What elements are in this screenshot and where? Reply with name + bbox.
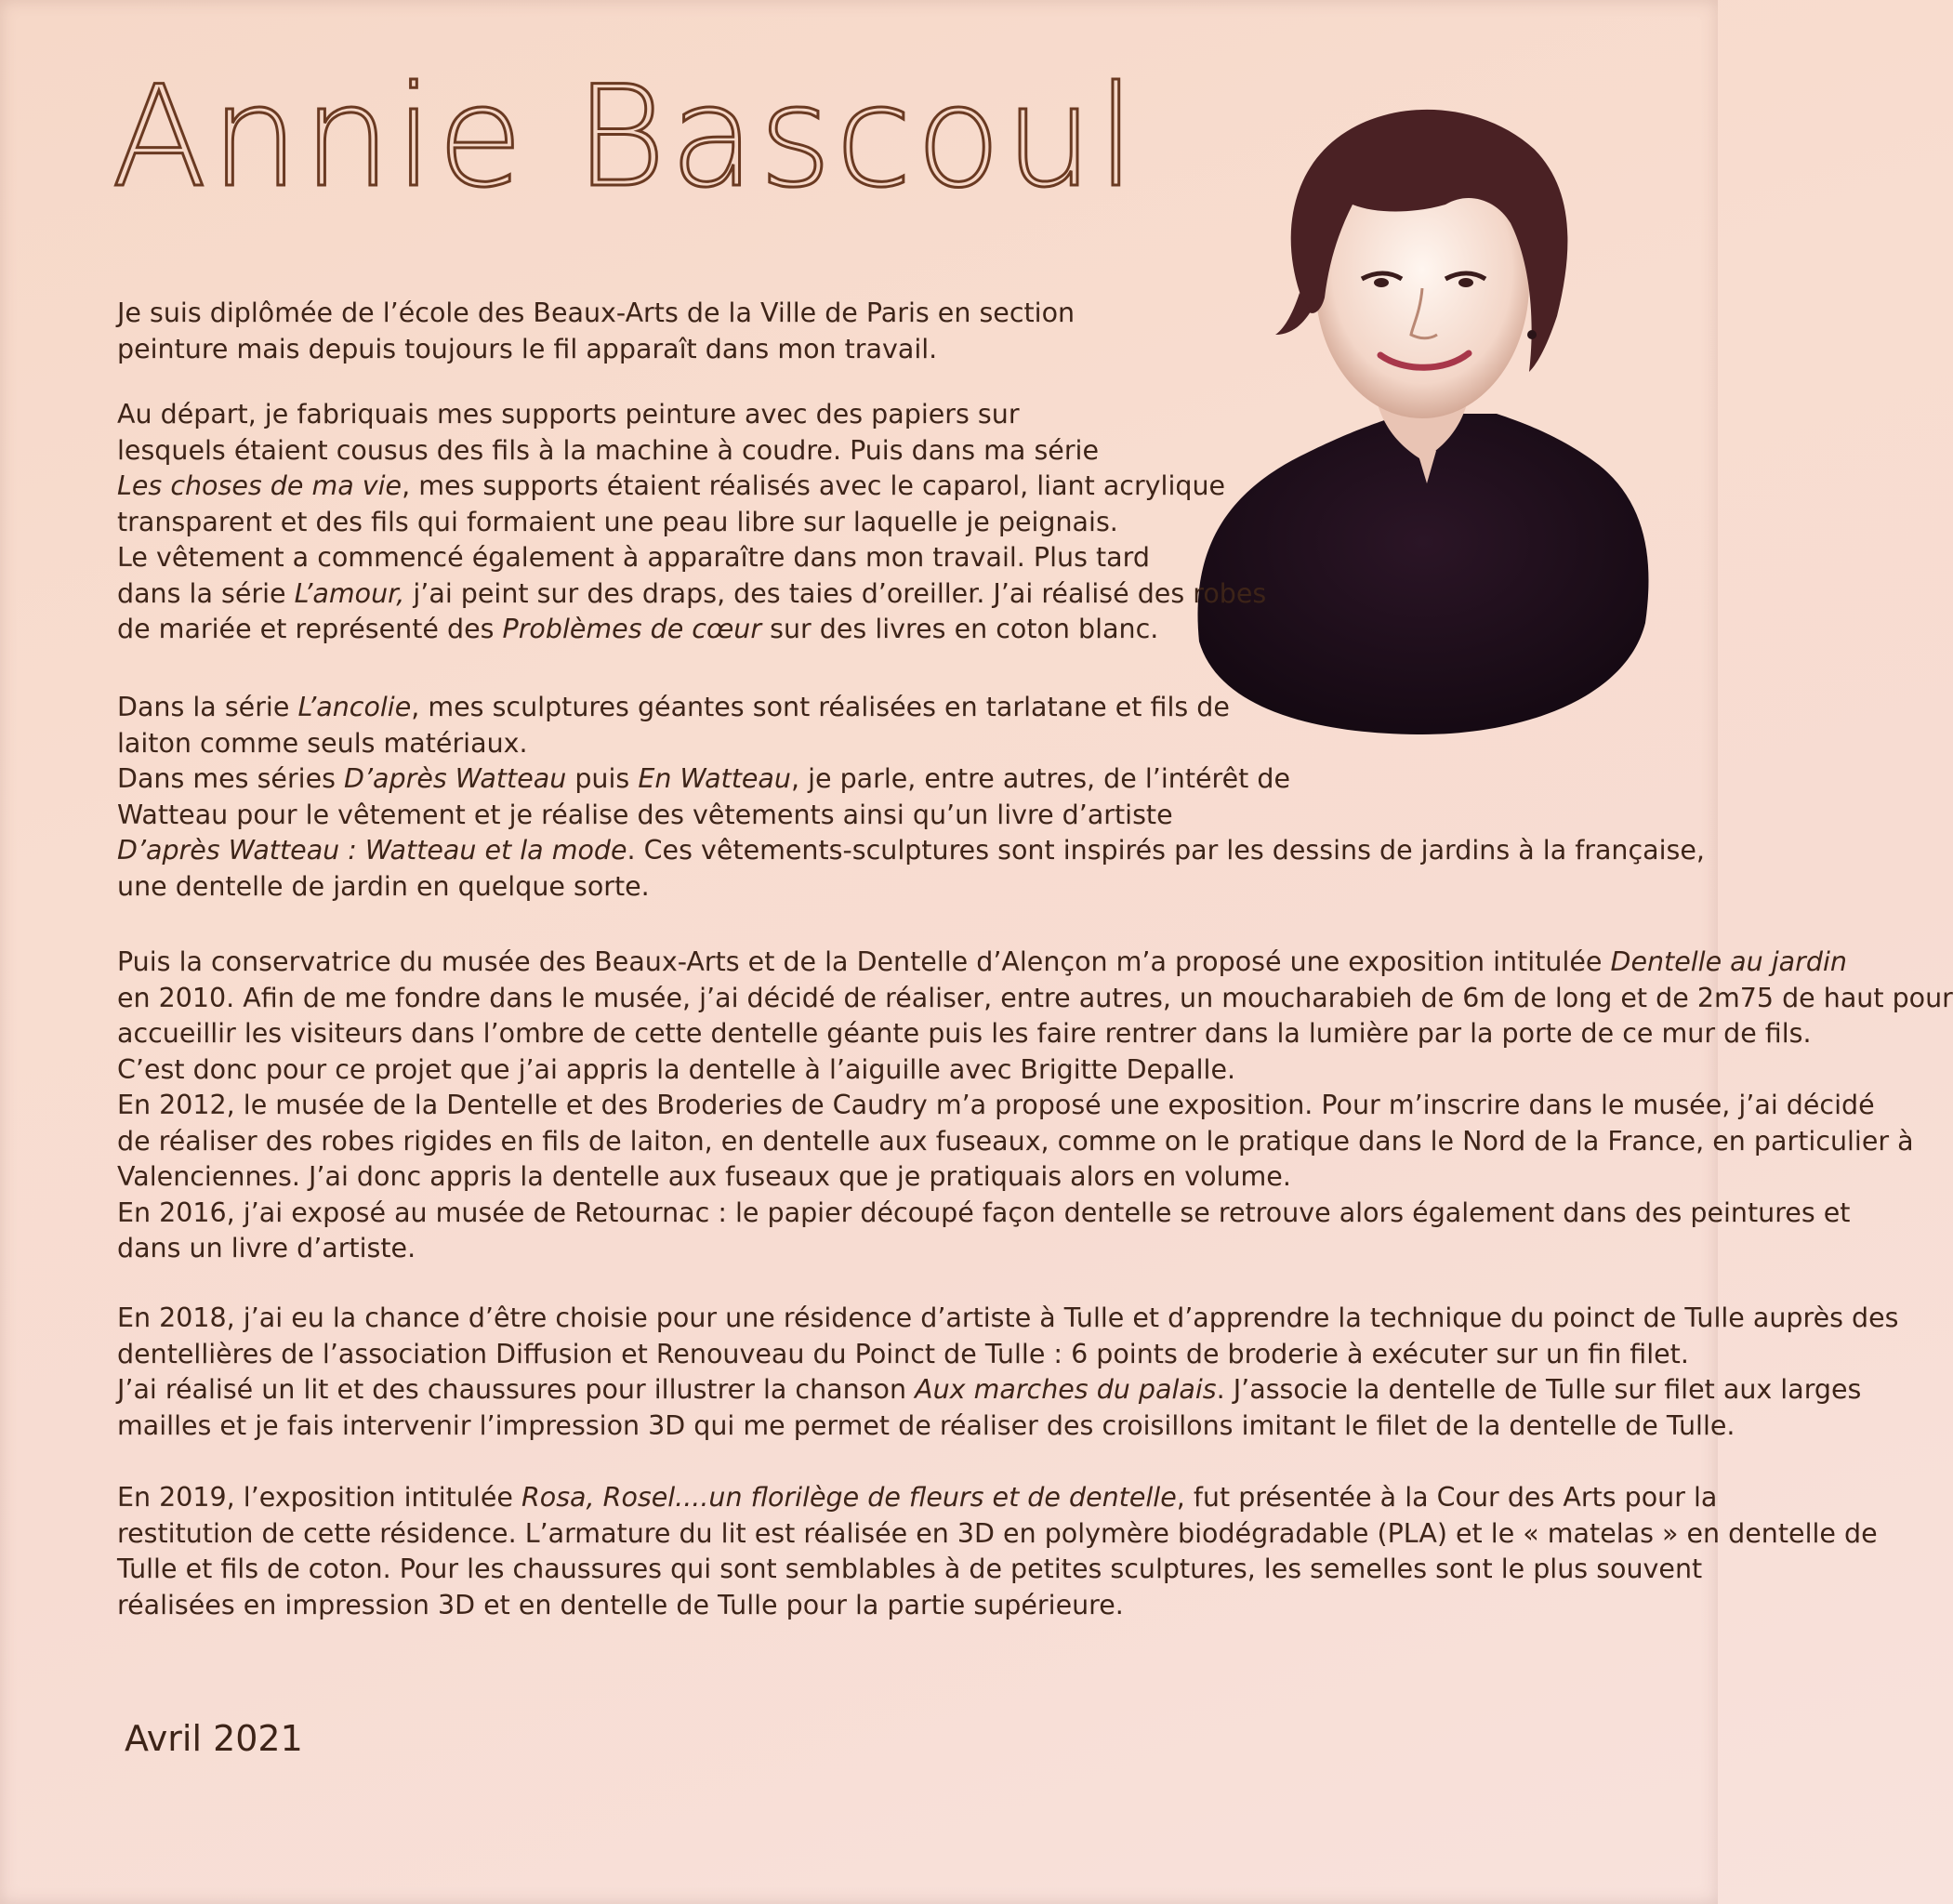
text-line xyxy=(117,869,1705,906)
text-run: Tulle et fils de coton. Pour les chaussures qui sont semblables à de petites sculptures, les semelles sont le plus souvent xyxy=(117,1554,1703,1584)
text-line xyxy=(117,540,1266,576)
text-line xyxy=(117,296,1075,332)
text-line xyxy=(117,1372,1899,1408)
text-run: Puis la conservatrice du musée des Beaux-Arts et de la Dentelle d’Alençon m’a proposé une exposition intitulée xyxy=(117,946,1611,977)
italic-title: Problèmes de cœur xyxy=(502,614,762,644)
text-run: , mes supports étaient réalisés avec le caparol, liant acrylique xyxy=(402,470,1226,501)
text-run: C’est donc pour ce projet que j’ai appris la dentelle à l’aiguille avec Brigitte Depalle. xyxy=(117,1053,1236,1085)
text-run: Je suis diplômée de l’école des Beaux-Arts de la Ville de Paris en section xyxy=(117,298,1075,328)
text-line xyxy=(117,1516,1878,1553)
text-run: j’ai peint sur des draps, des taies d’oreiller. J’ai réalisé des robes xyxy=(404,577,1267,609)
text-line xyxy=(117,761,1705,798)
text-line xyxy=(117,433,1266,469)
text-line xyxy=(117,612,1266,648)
italic-title: D’après Watteau xyxy=(344,763,567,794)
text-line xyxy=(117,1196,1953,1232)
text-run: réalisées en impression 3D et en dentelle de Tulle pour la partie supérieure. xyxy=(117,1589,1124,1620)
italic-title: Dentelle au jardin xyxy=(1610,946,1847,977)
text-line xyxy=(117,798,1705,834)
text-line xyxy=(117,1552,1878,1588)
text-line xyxy=(117,945,1953,981)
italic-title: D’après Watteau : Watteau et la mode xyxy=(117,835,627,866)
text-run: , je parle, entre autres, de l’intérêt de xyxy=(790,763,1291,794)
text-run: . Ces vêtements-sculptures sont inspirés par les dessins de jardins à la française, xyxy=(627,835,1705,866)
text-run: , fut présentée à la Cour des Arts pour la xyxy=(1176,1482,1718,1513)
text-line xyxy=(117,576,1266,613)
text-run: peinture mais depuis toujours le fil apparaît dans mon travail. xyxy=(117,333,938,364)
text-line xyxy=(117,1052,1953,1089)
italic-title: Les choses de ma vie xyxy=(117,470,402,501)
text-run: lesquels étaient cousus des fils à la machine à coudre. Puis dans ma série xyxy=(117,434,1100,466)
italic-title: Rosa, Rosel....un florilège de fleurs et de dentelle xyxy=(521,1482,1177,1513)
text-line xyxy=(117,1124,1953,1160)
text-run: Dans la série xyxy=(117,692,298,722)
text-line xyxy=(117,332,1075,368)
text-run: En 2016, j’ai exposé au musée de Retournac : le papier découpé façon dentelle se retrouve alors également dans des peintures et xyxy=(117,1197,1851,1228)
text-run: en 2010. Afin de me fondre dans le musée, j’ai décidé de réaliser, entre autres, un moucharabieh de 6m de long et de 2m75 de haut pour xyxy=(117,982,1953,1013)
text-run: de réaliser des robes rigides en fils de laiton, en dentelle aux fuseaux, comme on le pratique dans le Nord de la France, en particulier à xyxy=(117,1125,1914,1157)
text-run: de mariée et représenté des xyxy=(117,614,503,644)
date-signature: Avril 2021 xyxy=(125,1718,303,1759)
text-line xyxy=(117,690,1705,726)
text-line xyxy=(117,1231,1953,1267)
text-line xyxy=(117,1301,1899,1337)
text-run: En 2012, le musée de la Dentelle et des Broderies de Caudry m’a proposé une exposition. Pour m’inscrire dans le musée, j’ai décidé xyxy=(117,1090,1875,1120)
text-line xyxy=(117,1088,1953,1124)
text-run: Au départ, je fabriquais mes supports peinture avec des papiers sur xyxy=(117,399,1020,430)
text-run: J’ai réalisé un lit et des chaussures pour illustrer la chanson xyxy=(117,1374,916,1405)
text-run: dentellières de l’association Diffusion et Renouveau du Poinct de Tulle : 6 points de broderie à exécuter sur un fin filet. xyxy=(117,1338,1689,1369)
text-run: Dans mes séries xyxy=(117,763,345,794)
text-line xyxy=(117,1159,1953,1196)
text-run: accueillir les visiteurs dans l’ombre de cette dentelle géante puis les faire rentrer dans la lumière par la porte de ce mur de fils. xyxy=(117,1018,1812,1049)
paragraph xyxy=(117,1480,1878,1623)
text-line xyxy=(117,1408,1899,1445)
italic-title: Aux marches du palais xyxy=(915,1374,1217,1405)
text-run: mailles et je fais intervenir l’impression 3D qui me permet de réaliser des croisillons imitant le filet de la dentelle de Tulle. xyxy=(117,1409,1735,1441)
text-run: restitution de cette résidence. L’armature du lit est réalisée en 3D en polymère biodégradable (PLA) et le « matelas » en dentelle de xyxy=(117,1517,1878,1549)
text-line xyxy=(117,726,1705,762)
text-run: dans la série xyxy=(117,577,295,609)
text-line xyxy=(117,981,1953,1017)
text-run: . J’associe la dentelle de Tulle sur filet aux larges xyxy=(1216,1374,1862,1405)
text-line xyxy=(117,1588,1878,1624)
italic-title: L’ancolie xyxy=(297,692,412,722)
text-line xyxy=(117,505,1266,541)
text-run: transparent et des fils qui formaient une peau libre sur laquelle je peignais. xyxy=(117,506,1118,537)
italic-title: L’amour, xyxy=(294,577,405,609)
paragraph xyxy=(117,296,1075,367)
text-line xyxy=(117,1480,1878,1516)
paragraph xyxy=(117,945,1953,1267)
page-title: Annie Bascoul xyxy=(112,57,1140,218)
text-line xyxy=(117,1337,1899,1373)
text-run: Watteau pour le vêtement et je réalise des vêtements ainsi qu’un livre d’artiste xyxy=(117,799,1173,830)
text-run: dans un livre d’artiste. xyxy=(117,1233,416,1263)
italic-title: En Watteau xyxy=(638,763,791,794)
text-line xyxy=(117,833,1705,869)
text-line xyxy=(117,397,1266,433)
text-run: , mes sculptures géantes sont réalisées en tarlatane et fils de xyxy=(411,692,1230,722)
text-run: puis xyxy=(566,763,639,794)
text-run: laiton comme seuls matériaux. xyxy=(117,727,528,759)
text-run: une dentelle de jardin en quelque sorte. xyxy=(117,870,650,902)
paragraph xyxy=(117,690,1705,905)
text-line xyxy=(117,1016,1953,1052)
text-run: En 2019, l’exposition intitulée xyxy=(117,1482,521,1513)
paragraph xyxy=(117,1301,1899,1444)
text-line xyxy=(117,469,1266,505)
paragraph xyxy=(117,397,1266,648)
text-run: En 2018, j’ai eu la chance d’être choisie pour une résidence d’artiste à Tulle et d’apprendre la technique du poinct de Tulle auprès des xyxy=(117,1302,1899,1333)
text-run: sur des livres en coton blanc. xyxy=(761,614,1159,644)
text-run: Le vêtement a commencé également à apparaître dans mon travail. Plus tard xyxy=(117,542,1150,573)
text-run: Valenciennes. J’ai donc appris la dentelle aux fuseaux que je pratiquais alors en volume. xyxy=(117,1161,1291,1192)
